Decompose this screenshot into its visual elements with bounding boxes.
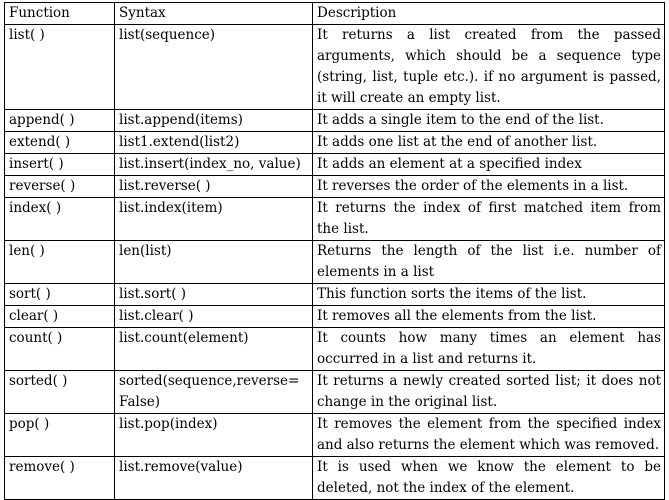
function-cell: reverse( ) <box>5 176 115 198</box>
function-cell: sort( ) <box>5 284 115 306</box>
description-cell: Returns the length of the list i.e. number of elements in a list <box>313 241 665 284</box>
description-cell: It removes all the elements from the list. <box>313 306 665 328</box>
function-cell: insert( ) <box>5 154 115 176</box>
syntax-cell: len(list) <box>115 241 313 284</box>
function-cell: len( ) <box>5 241 115 284</box>
function-cell: index( ) <box>5 198 115 241</box>
table-row <box>5 154 665 176</box>
function-cell: clear( ) <box>5 306 115 328</box>
syntax-cell: list1.extend(list2) <box>115 132 313 154</box>
syntax-cell: list.insert(index_no, value) <box>115 154 313 176</box>
description-cell: It adds a single item to the end of the list. <box>313 110 665 132</box>
table-row <box>5 198 665 241</box>
function-cell: count( ) <box>5 328 115 371</box>
function-cell: extend( ) <box>5 132 115 154</box>
header-row <box>5 3 665 25</box>
table-row <box>5 176 665 198</box>
table-body <box>5 25 665 500</box>
table-row <box>5 306 665 328</box>
syntax-cell: list(sequence) <box>115 25 313 110</box>
syntax-cell: list.count(element) <box>115 328 313 371</box>
description-cell: It returns a list created from the passed arguments, which should be a sequence type (string, list, tuple etc.). if no argument is passed, it will create an empty list. <box>313 25 665 110</box>
syntax-cell: list.sort( ) <box>115 284 313 306</box>
header-description: Description <box>313 3 665 25</box>
function-cell: pop( ) <box>5 414 115 457</box>
description-cell: It counts how many times an element has occurred in a list and returns it. <box>313 328 665 371</box>
description-cell: It adds one list at the end of another list. <box>313 132 665 154</box>
list-functions-table <box>4 2 665 500</box>
syntax-cell: list.pop(index) <box>115 414 313 457</box>
syntax-cell: list.reverse( ) <box>115 176 313 198</box>
description-cell: It removes the element from the specified index and also returns the element which was removed. <box>313 414 665 457</box>
description-cell: It adds an element at a specified index <box>313 154 665 176</box>
table-row <box>5 414 665 457</box>
table-row <box>5 25 665 110</box>
table-row <box>5 110 665 132</box>
header-function: Function <box>5 3 115 25</box>
table-row <box>5 241 665 284</box>
syntax-cell: list.append(items) <box>115 110 313 132</box>
function-cell: append( ) <box>5 110 115 132</box>
syntax-cell: list.index(item) <box>115 198 313 241</box>
description-cell: It reverses the order of the elements in a list. <box>313 176 665 198</box>
table-row <box>5 457 665 500</box>
function-cell: sorted( ) <box>5 371 115 414</box>
description-cell: It is used when we know the element to be deleted, not the index of the element. <box>313 457 665 500</box>
syntax-cell: sorted(sequence,reverse= False) <box>115 371 313 414</box>
description-cell: It returns the index of first matched item from the list. <box>313 198 665 241</box>
table-row <box>5 328 665 371</box>
description-cell: It returns a newly created sorted list; it does not change in the original list. <box>313 371 665 414</box>
table-row <box>5 284 665 306</box>
function-cell: list( ) <box>5 25 115 110</box>
table-row <box>5 132 665 154</box>
table-row <box>5 371 665 414</box>
description-cell: This function sorts the items of the list. <box>313 284 665 306</box>
header-syntax: Syntax <box>115 3 313 25</box>
syntax-cell: list.clear( ) <box>115 306 313 328</box>
function-cell: remove( ) <box>5 457 115 500</box>
syntax-cell: list.remove(value) <box>115 457 313 500</box>
